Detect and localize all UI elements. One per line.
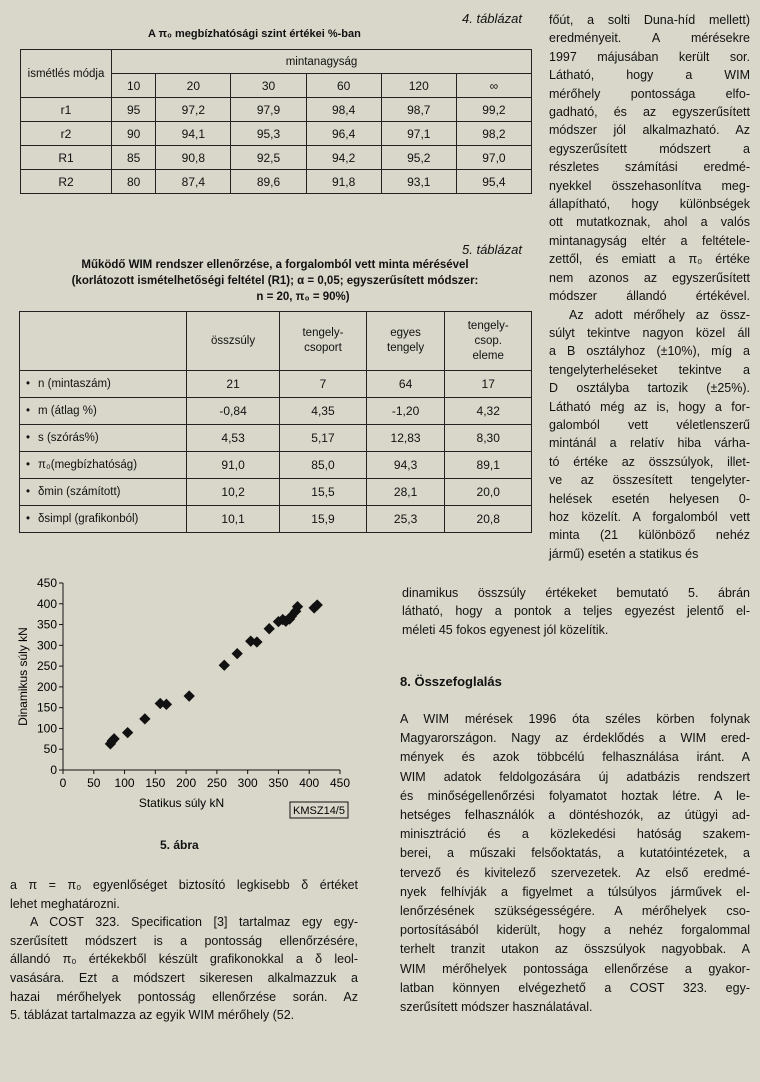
table5-cell: -1,20 <box>366 398 445 425</box>
text-line: részletes számítási eredmé- <box>549 160 750 175</box>
left-bottom-text <box>10 876 358 1025</box>
table4-row-label: R1 <box>21 146 112 170</box>
table4-cell: 97,2 <box>156 98 231 122</box>
text-line: minisztráció és a közlekedési hatóság szakem- <box>400 827 750 842</box>
table4-cell: 98,7 <box>381 98 456 122</box>
text-line: nyek felhívják a figyelmet a túlsúlyos járművek el- <box>400 884 750 899</box>
table4-row <box>21 98 532 122</box>
table5-cell: 94,3 <box>366 452 445 479</box>
table5-cell: 25,3 <box>366 506 445 533</box>
text-line: zettől, és emiatt a π₀ értéke <box>549 252 750 267</box>
table5-row <box>20 452 532 479</box>
y-tick-label: 100 <box>36 721 57 736</box>
table5-col-header: tengely- csop. eleme <box>445 312 532 371</box>
table4-col-header: ∞ <box>456 74 531 98</box>
table4-cell: 96,4 <box>306 122 381 146</box>
text-line: A WIM mérések 1996 óta széles körben folynak <box>400 712 750 726</box>
text-line: lenőrzésének szükségességére. A mérőhelyek cso- <box>400 904 750 919</box>
data-point <box>122 727 133 738</box>
text-line: Magyarországon. Nagy az érdeklődés a WIM ered- <box>400 731 750 746</box>
text-line: ott mutatkoznak, ahol a valós <box>549 215 750 230</box>
table5-cell: 10,2 <box>187 479 280 506</box>
text-line: nyekkel összehasonlítva meg- <box>549 178 750 193</box>
table4-label: 4. táblázat <box>462 11 522 26</box>
text-line: WIM adatok feldolgozására új adatbázis rendszert <box>400 769 750 784</box>
text-line: állandó π₀ értékekből készült grafikonokkal a δ leol- <box>10 952 358 967</box>
text-line: mérőhely pontossága elfo- <box>549 86 750 101</box>
text-line: 5. táblázat tartalmazza az egyik WIM mérőhely (52. <box>10 1008 295 1023</box>
table4-cell: 97,1 <box>381 122 456 146</box>
x-tick-label: 250 <box>206 776 227 790</box>
table5-cell: 8,30 <box>445 425 532 452</box>
table4-cell: 97,0 <box>456 146 531 170</box>
table5-row-label-text: • n (mintaszám) <box>26 378 111 390</box>
table5-row <box>20 398 532 425</box>
table5-title-line-1: Működő WIM rendszer ellenőrzése, a forgalomból vett minta mérésével <box>81 259 469 271</box>
figure-tag: KMSZ14/5 <box>293 805 345 817</box>
text-line: szerűsített módszert is a pontosság ellenőrzésére, <box>10 933 358 948</box>
table4-cell: 90 <box>112 122 156 146</box>
text-line: szerűsített módszer használatával. <box>400 1000 593 1015</box>
text-line: méleti 45 fokos egyenest jól közelítik. <box>402 622 609 637</box>
x-tick-label: 400 <box>299 776 320 790</box>
table4-cell: 95,3 <box>231 122 306 146</box>
x-tick-label: 300 <box>237 776 258 790</box>
table5-cell: 85,0 <box>280 452 367 479</box>
table4-col-header: 120 <box>381 74 456 98</box>
text-line: ve az összesített tengelyter- <box>549 473 750 488</box>
table5-title-line-2: (korlátozott ismételhetőségi feltétel (R1); α = 0,05; egyszerűsített módszer: <box>71 275 479 287</box>
y-tick-label: 250 <box>36 659 57 674</box>
table4-row <box>21 170 532 194</box>
table5-cell: 4,35 <box>280 398 367 425</box>
table5-row-label <box>20 479 187 506</box>
table5-cell: 91,0 <box>187 452 280 479</box>
text-line: A COST 323. Specification [3] tartalmaz egy egy- <box>30 915 358 930</box>
table4-col-header: 10 <box>112 74 156 98</box>
table4-col-header: 20 <box>156 74 231 98</box>
x-tick-label: 100 <box>114 776 135 790</box>
table4-cell: 95,4 <box>456 170 531 194</box>
table5-row-label <box>20 371 187 398</box>
table5-cell: 4,53 <box>187 425 280 452</box>
table5-cell: 12,83 <box>366 425 445 452</box>
table5-row-label <box>20 452 187 479</box>
y-tick-label: 50 <box>43 742 57 757</box>
table4-title: A π₀ megbízhatósági szint értékei %-ban <box>148 28 361 40</box>
text-line: egyszerűsített módszert a <box>549 141 750 156</box>
table4-row-header: ismétlés módja <box>21 50 112 98</box>
text-line: mintánál a relatív hiba várha- <box>549 436 750 451</box>
x-tick-label: 450 <box>329 776 351 790</box>
table5-row <box>20 506 532 533</box>
data-point <box>264 623 275 634</box>
table4-row-label: r1 <box>21 98 112 122</box>
data-point <box>232 648 243 659</box>
y-tick-label: 400 <box>36 596 57 611</box>
x-tick-label: 200 <box>176 776 197 790</box>
table4-cell: 94,2 <box>306 146 381 170</box>
table5-cell: 89,1 <box>445 452 532 479</box>
text-line: Az adott mérőhely az össz- <box>569 307 750 322</box>
text-line: hoz közelít. A forgalomból vett <box>549 509 750 524</box>
table5-cell: 7 <box>280 371 367 398</box>
table5-cell: 15,5 <box>280 479 367 506</box>
x-tick-label: 150 <box>145 776 166 790</box>
table4-row <box>21 146 532 170</box>
table4-cell: 89,6 <box>231 170 306 194</box>
y-axis-label: Dinamikus súly kN <box>16 627 30 726</box>
data-point <box>184 690 195 701</box>
text-line: dinamikus összsúly értékeket bemutató 5. ábrán <box>402 586 750 600</box>
table5-label: 5. táblázat <box>462 242 522 257</box>
text-line: jármű) esetén a statikus és <box>549 546 699 561</box>
text-line: mintanagyság eltér a feltétele- <box>549 233 750 248</box>
table4-row <box>21 122 532 146</box>
text-line: látható, hogy a pontok a teljes egyezést jelentő el- <box>402 604 750 619</box>
table5-cell: -0,84 <box>187 398 280 425</box>
table5-col-header: összsúly <box>187 312 280 371</box>
summary-text <box>400 710 750 1017</box>
table5-cell: 64 <box>366 371 445 398</box>
text-line: és minőségellenőrzési folyamatot hoztak létre. A le- <box>400 788 750 803</box>
x-tick-label: 350 <box>268 776 289 790</box>
table4-row-label: R2 <box>21 170 112 194</box>
table4-cell: 98,4 <box>306 98 381 122</box>
right-column-text <box>549 11 750 563</box>
table4-cell: 98,2 <box>456 122 531 146</box>
text-line: a π = π₀ egyenlőséget biztosító legkisebb δ értéket <box>10 878 358 892</box>
table5 <box>19 311 532 533</box>
table5-row <box>20 479 532 506</box>
table5-cell: 5,17 <box>280 425 367 452</box>
x-tick-label: 0 <box>59 776 67 790</box>
text-line: latban könnyen elvégezhető a COST 323. egy- <box>400 980 750 995</box>
y-tick-label: 350 <box>36 617 57 632</box>
table5-row-label-text: • s (szórás%) <box>26 432 99 444</box>
table5-row <box>20 371 532 398</box>
text-line: tó értéke az összsúlyok, illet- <box>549 454 750 469</box>
table5-row-label <box>20 506 187 533</box>
table4-cell: 90,8 <box>156 146 231 170</box>
text-line: vasására. Ezt a módszert sikeresen alkalmazzuk a <box>10 970 358 985</box>
table5-row-label-text: • δsimpl (grafikonból) <box>26 513 138 525</box>
y-tick-label: 450 <box>36 576 57 590</box>
y-tick-label: 300 <box>36 638 57 653</box>
table4-cell: 93,1 <box>381 170 456 194</box>
table5-cell: 20,8 <box>445 506 532 533</box>
table4-cell: 91,8 <box>306 170 381 194</box>
text-line: nem azonos az egyszerűsített <box>549 270 750 285</box>
table5-row-label-text: • δmin (számított) <box>26 486 120 498</box>
section-heading: 8. Összefoglalás <box>400 674 502 689</box>
table4-cell: 85 <box>112 146 156 170</box>
text-line: 1997 májusában került sor. <box>549 49 750 64</box>
table4-cell: 99,2 <box>456 98 531 122</box>
table5-col-header: tengely- csoport <box>280 312 367 371</box>
text-line: galomból vett véletlenszerű <box>549 417 750 432</box>
text-line: főút, a solti Duna-híd mellett) <box>549 13 750 27</box>
table4-col-header: 30 <box>231 74 306 98</box>
table5-cell: 4,32 <box>445 398 532 425</box>
table5-row-label <box>20 425 187 452</box>
text-line: mények és azok többcélú felhasználása iránt. A <box>400 750 750 765</box>
table5-row-label <box>20 398 187 425</box>
table4-cell: 87,4 <box>156 170 231 194</box>
table5-cell: 15,9 <box>280 506 367 533</box>
table4-cell: 95 <box>112 98 156 122</box>
text-line: terhelt tranzit utakon az összsúlyok nagyobbak. A <box>400 942 750 957</box>
table4-cell: 92,5 <box>231 146 306 170</box>
x-tick-label: 50 <box>87 776 101 790</box>
table4-cell: 94,1 <box>156 122 231 146</box>
text-line: módszer állandó értékével. <box>549 289 750 304</box>
text-line: D osztályba tartozik (±25%). <box>549 381 750 396</box>
text-line: hazai mérőhelyek pontosság ellenőrzése során. Az <box>10 989 358 1004</box>
table5-cell: 28,1 <box>366 479 445 506</box>
table4-col-group: mintanagyság <box>112 50 532 74</box>
table5-cell: 20,0 <box>445 479 532 506</box>
text-line: portosításából kiderült, hogy a nehéz forgalommal <box>400 923 750 938</box>
text-line: súlyt tekintve nagyon közel áll <box>549 325 750 340</box>
text-line: minta (21 különböző nehéz <box>549 528 750 543</box>
y-tick-label: 150 <box>36 700 57 715</box>
y-tick-label: 0 <box>50 763 57 777</box>
data-point <box>219 660 230 671</box>
table5-col-header: egyes tengely <box>366 312 445 371</box>
x-axis-label: Statikus súly kN <box>138 796 225 810</box>
text-line: a B osztályhoz (±10%), míg a <box>549 344 750 359</box>
table5-cell: 17 <box>445 371 532 398</box>
table4-row-label: r2 <box>21 122 112 146</box>
table5-row-label-text: • π₀(megbízhatóság) <box>26 459 137 471</box>
table4-cell: 97,9 <box>231 98 306 122</box>
table4-col-header: 60 <box>306 74 381 98</box>
table4-cell: 80 <box>112 170 156 194</box>
text-line: hetséges felhasználók a döntéshozók, az útügyi ad- <box>400 808 750 823</box>
scatter-chart <box>0 576 380 846</box>
figure-caption: 5. ábra <box>160 838 199 852</box>
table5-row-label-text: • m (átlag %) <box>26 405 97 417</box>
text-line: állapítható, hogy különbségek <box>549 197 750 212</box>
table5-row <box>20 425 532 452</box>
table5-corner <box>20 312 187 371</box>
table5-cell: 10,1 <box>187 506 280 533</box>
text-line: WIM mérőhelyek pontossága ellenőrzése a gyakor- <box>400 961 750 976</box>
text-line: tengelyterheléseket tekintve a <box>549 362 750 377</box>
text-line: tervező és kivitelező szervezetek. Az első eredmé- <box>400 865 750 880</box>
data-point <box>139 713 150 724</box>
text-line: berei, a műszaki felsőoktatás, a kutatóintézetek, a <box>400 846 750 861</box>
text-line: lehet meghatározni. <box>10 896 120 911</box>
text-line: Látható, hogy a WIM <box>549 68 750 83</box>
text-line: eredményeit. A mérésekre <box>549 31 750 46</box>
text-line: Látható még az is, hogy a for- <box>549 399 750 414</box>
text-line: helések esetén helyesen 0- <box>549 491 750 506</box>
table4 <box>20 49 532 194</box>
text-line: módszer jól alkalmazható. Az <box>549 123 750 138</box>
right-wide-text <box>402 584 750 639</box>
table4-cell: 95,2 <box>381 146 456 170</box>
table5-cell: 21 <box>187 371 280 398</box>
text-line: gadható, és az egyszerűsített <box>549 105 750 120</box>
table5-title-line-3: n = 20, π₀ = 90%) <box>256 291 350 303</box>
y-tick-label: 200 <box>36 679 57 694</box>
